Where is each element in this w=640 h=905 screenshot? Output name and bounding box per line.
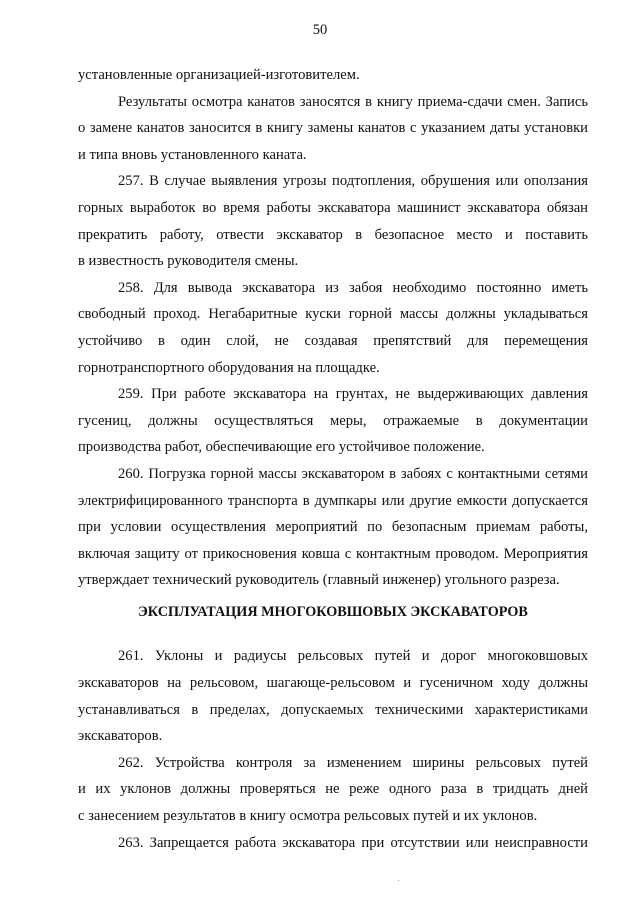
text-line: о замене канатов заносится в книгу замены канатов с указанием даты установки <box>78 120 588 137</box>
clause-258-line: 258. Для вывода экскаватора из забоя необходимо постоянно иметь <box>118 279 588 296</box>
text-line: с занесением результатов в книгу осмотра рельсовых путей и их уклонов. <box>78 808 538 825</box>
text-line: производства работ, обеспечивающие его устойчивое положение. <box>78 439 485 456</box>
text-line: гусениц, должны осуществляться меры, отражаемые в документации <box>78 412 588 429</box>
clause-257-line: 257. В случае выявления угрозы подтопления, обрушения или оползания <box>118 173 588 190</box>
text-line: устойчиво в один слой, не создавая препятствий для перемещения <box>78 332 588 349</box>
scan-artifact <box>398 880 399 881</box>
text-line: установленные организацией-изготовителем. <box>78 67 360 83</box>
clause-262-line: 262. Устройства контроля за изменением ширины рельсовых путей <box>118 754 588 771</box>
text-line: при условии осуществления мероприятий по безопасным приемам работы, <box>78 519 588 536</box>
document-body <box>78 62 588 856</box>
text-line: электрифицированного транспорта в думпкары или другие емкости допускается <box>78 492 588 509</box>
clause-263-line: 263. Запрещается работа экскаватора при отсутствии или неисправности <box>118 834 588 851</box>
page-number: 50 <box>312 22 328 38</box>
text-line: экскаваторов на рельсовом, шагающе-рельсовом и гусеничном ходу должны <box>78 675 588 692</box>
text-line: свободный проход. Негабаритные куски горной массы должны укладываться <box>78 306 588 323</box>
text-line: Результаты осмотра канатов заносятся в книгу приема-сдачи смен. Запись <box>118 93 588 110</box>
clause-261-line: 261. Уклоны и радиусы рельсовых путей и дорог многоковшовых <box>118 648 588 665</box>
section-heading: ЭКСПЛУАТАЦИЯ МНОГОКОВШОВЫХ ЭКСКАВАТОРОВ <box>138 603 528 620</box>
text-line: и типа вновь установленного каната. <box>78 146 307 163</box>
text-line: прекратить работу, отвести экскаватор в безопасное место и поставить <box>78 226 588 243</box>
text-line: горнотранспортного оборудования на площадке. <box>78 359 380 376</box>
text-line: горных выработок во время работы экскаватора машинист экскаватора обязан <box>78 199 588 216</box>
text-line: и их уклонов должны проверяться не реже одного раза в тридцать дней <box>78 781 588 798</box>
text-line: устанавливаться в пределах, допускаемых техническими характеристиками <box>78 701 588 718</box>
text-line: включая защиту от прикосновения ковша с контактным проводом. Мероприятия <box>78 545 588 562</box>
clause-259-line: 259. При работе экскаватора на грунтах, не выдерживающих давления <box>118 386 588 403</box>
text-line: утверждает технический руководитель (главный инженер) угольного разреза. <box>78 572 560 589</box>
text-line: экскаваторов. <box>78 728 163 745</box>
clause-260-line: 260. Погрузка горной массы экскаватором в забоях с контактными сетями <box>118 465 588 482</box>
text-line: в известность руководителя смены. <box>78 253 299 270</box>
